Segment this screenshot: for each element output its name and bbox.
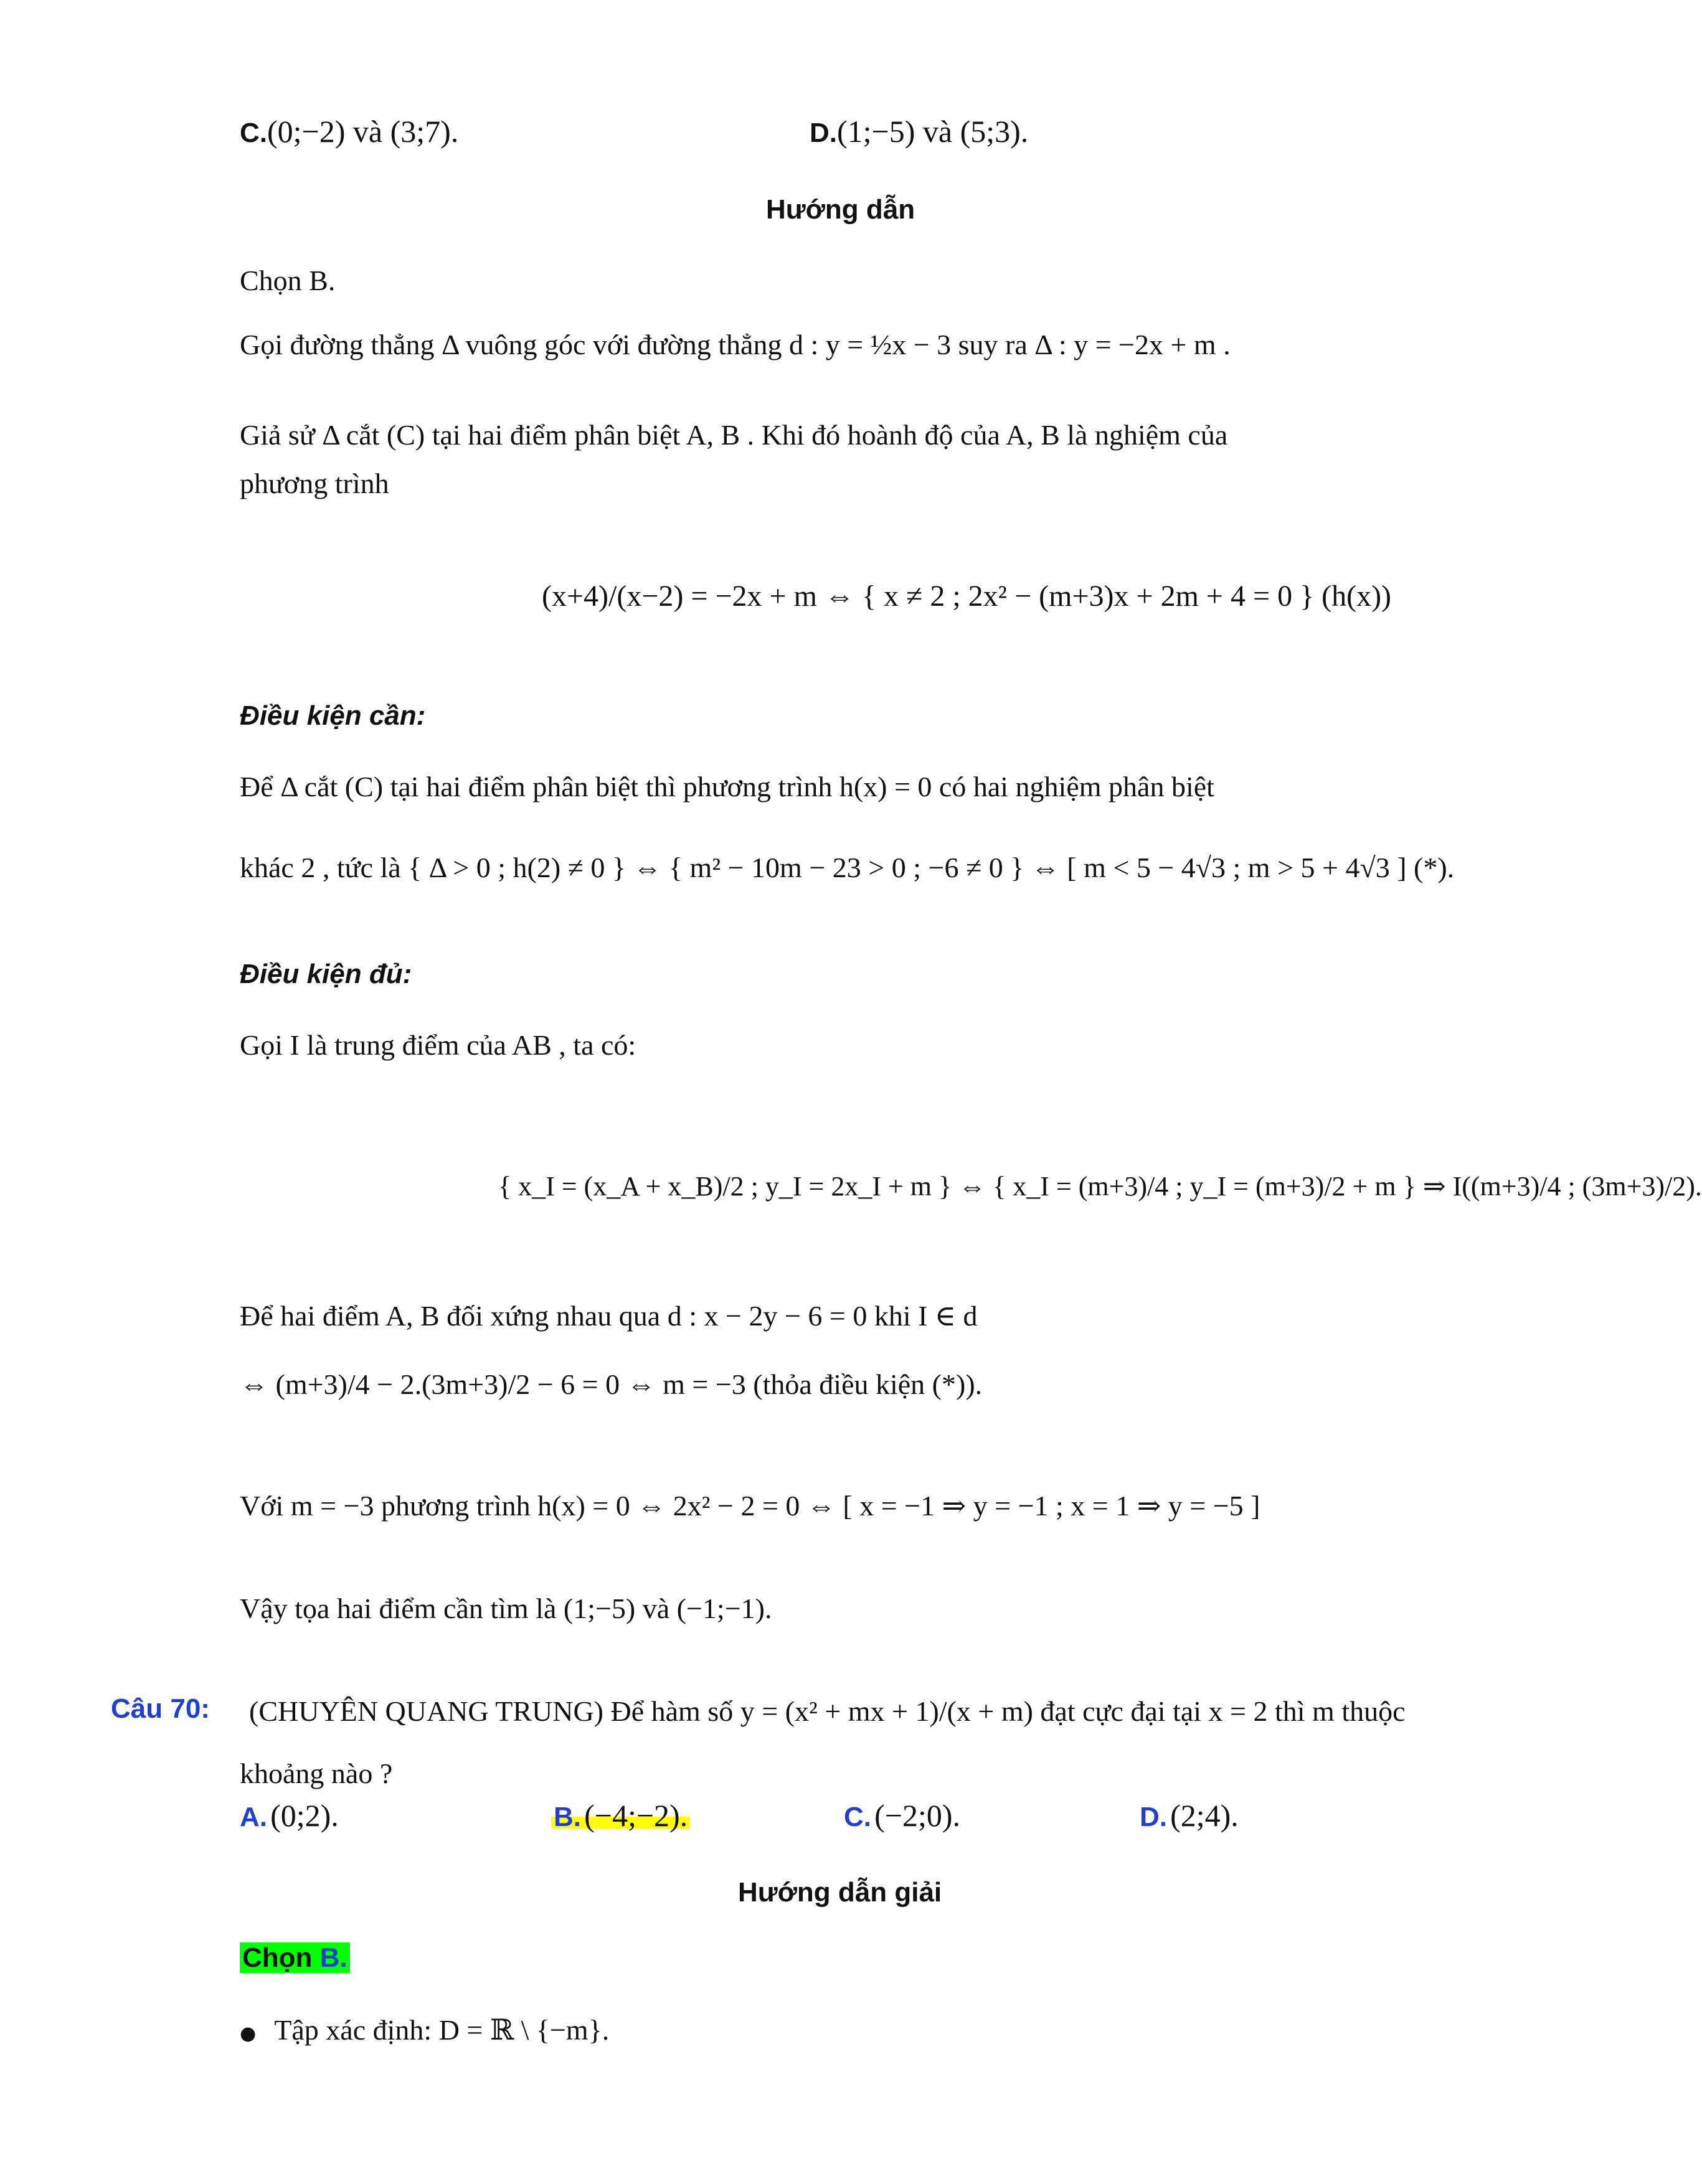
option-text: (0;−2) và (3;7). [267, 114, 459, 149]
option-label: C. [240, 118, 267, 148]
prev-option-d [810, 112, 1028, 151]
bullet-item [240, 2012, 609, 2048]
option-b-highlight [551, 1798, 690, 1833]
sufficient-line-1: Gọi I là trung điểm của AB , ta có: [240, 1029, 636, 1061]
equation-1: (x+4)/(x−2) = −2x + m ⇔ { x ≠ 2 ; 2x² − (m+3)x + 2m + 4 = 0 } (h(x)) [542, 580, 1392, 613]
option-text: (−4;−2). [584, 1798, 688, 1833]
option-label: D. [810, 118, 837, 148]
option-text: (1;−5) và (5;3). [837, 114, 1029, 149]
equation-2: { x_I = (x_A + x_B)/2 ; y_I = 2x_I + m } ⇔ { x_I = (m+3)/4 ; y_I = (m+3)/2 + m } ⇒ I((m+3)/4 ; (3m+3)/2). [498, 1171, 1702, 1202]
symmetry-line-1: Để hai điểm A, B đối xứng nhau qua d : x − 2y − 6 = 0 khi I ∈ d [240, 1300, 978, 1332]
symmetry-line-2: ⇔ (m+3)/4 − 2.(3m+3)/2 − 6 = 0 ⇔ m = −3 (thỏa điều kiện (*)). [240, 1368, 983, 1400]
guide-line-1: Gọi đường thẳng Δ vuông góc với đường thẳng d : y = ½x − 3 suy ra Δ : y = −2x + m . [240, 329, 1231, 360]
guide-line-2: Giả sử Δ cắt (C) tại hai điểm phân biệt A, B . Khi đó hoành độ của A, B là nghiệm của [240, 419, 1228, 451]
choose-letter: B. [319, 1942, 347, 1973]
guide-line-3: phương trình [240, 468, 389, 499]
question-number: Câu 70: [111, 1693, 210, 1724]
solution-choose [240, 1942, 350, 1974]
choose-prefix: Chọn [242, 1942, 313, 1973]
option-label: B. [554, 1802, 581, 1832]
option-c[interactable] [844, 1796, 960, 1835]
option-d[interactable] [1140, 1796, 1239, 1835]
option-text: (−2;0). [874, 1798, 960, 1833]
option-label: C. [844, 1802, 871, 1832]
necessary-condition-title: Điều kiện cần: [240, 700, 426, 731]
prev-option-c [240, 112, 458, 151]
with-m-line: Với m = −3 phương trình h(x) = 0 ⇔ 2x² − 2 = 0 ⇔ [ x = −1 ⇒ y = −1 ; x = 1 ⇒ y = −5 ] [240, 1490, 1260, 1522]
question-text-2: khoảng nào ? [240, 1758, 393, 1789]
solution-title: Hướng dẫn giải [738, 1877, 942, 1908]
option-text: (2;4). [1170, 1798, 1239, 1833]
sufficient-condition-title: Điều kiện đủ: [240, 959, 412, 989]
question-text-1: (CHUYÊN QUANG TRUNG) Để hàm số y = (x² + mx + 1)/(x + m) đạt cực đại tại x = 2 thì m thuộc [249, 1695, 1406, 1727]
bullet-icon: ● [240, 2023, 257, 2045]
guide-title: Hướng dẫn [766, 194, 915, 225]
option-label: D. [1140, 1802, 1167, 1832]
choose-answer: Chọn B. [240, 265, 336, 296]
choose-highlight [240, 1942, 350, 1973]
option-b[interactable] [551, 1796, 690, 1835]
conclusion-line: Vậy tọa hai điểm cần tìm là (1;−5) và (−1;−1). [240, 1593, 772, 1624]
bullet-text: Tập xác định: D = ℝ \ {−m}. [274, 2014, 610, 2046]
necessary-line-2: khác 2 , tức là { Δ > 0 ; h(2) ≠ 0 } ⇔ { m² − 10m − 23 > 0 ; −6 ≠ 0 } ⇔ [ m < 5 − 4√3 ; m > 5 + 4√3 ] (*). [240, 852, 1455, 883]
option-label: A. [240, 1802, 267, 1832]
option-a[interactable] [240, 1796, 339, 1835]
option-text: (0;2). [270, 1798, 339, 1833]
necessary-line-1: Để Δ cắt (C) tại hai điểm phân biệt thì phương trình h(x) = 0 có hai nghiệm phân biệt [240, 771, 1214, 803]
